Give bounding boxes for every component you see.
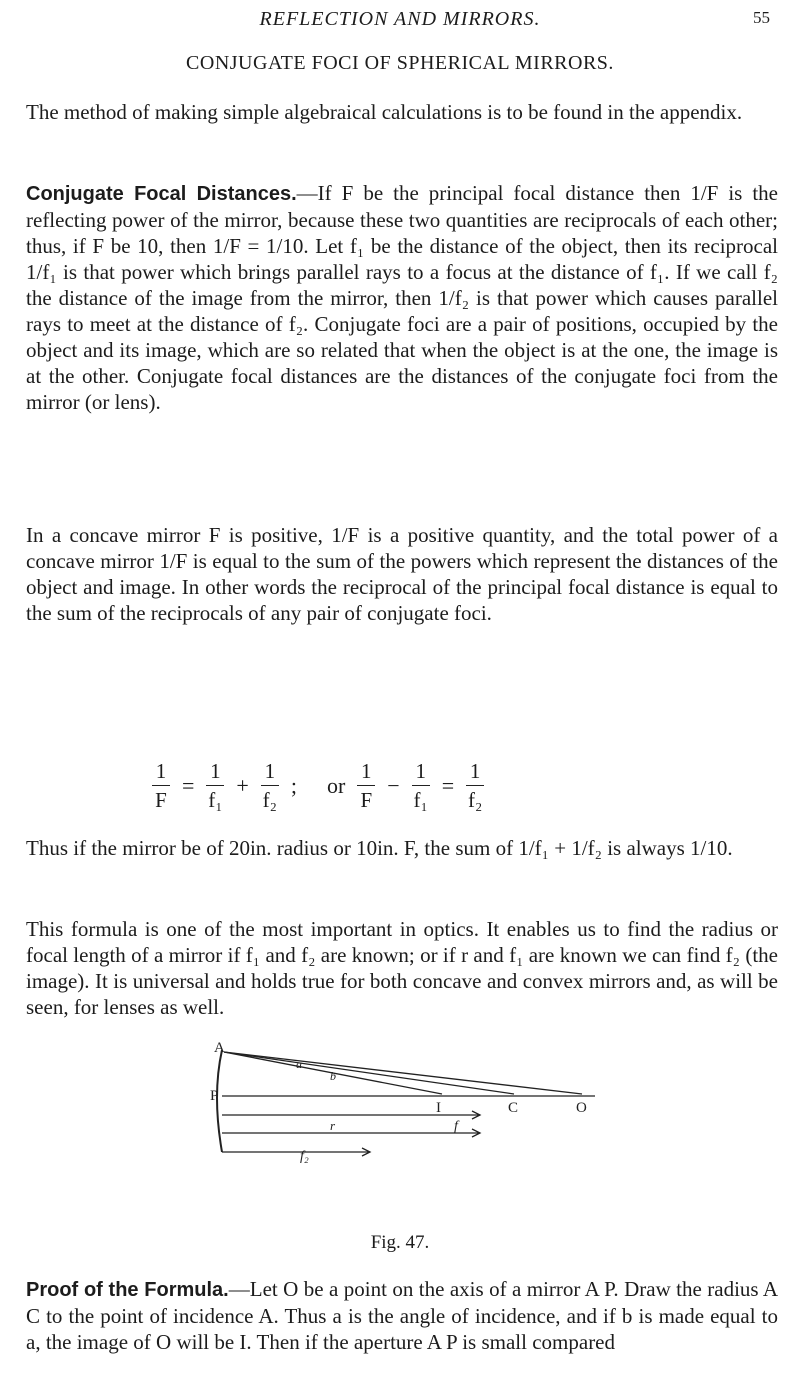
fraction: $\frac{1}{\text{f₁}}$ [208,759,223,812]
running-head: REFLECTION AND MIRRORS. [259,8,541,30]
mirror-diagram [210,1040,610,1230]
label-r: r [330,1118,336,1133]
intro-paragraph: The method of making simple algebraical calculations is to be found in the appendix. [26,100,743,124]
plus-sign: + [236,772,249,798]
label-a: a [296,1057,302,1071]
fraction: $\frac{1}{F}$ [150,760,172,811]
page-number: 55 [753,8,770,27]
equals-sign: = [441,772,455,798]
fraction: $\frac{1}{\text{f₁}}$ [413,759,428,812]
equals-sign: = [182,772,195,798]
conjugate-body: —If F be the principal focal distance then 1/F is the reflecting power of the mirror, because these two quantities are reciprocals of each other; thus, if F be 10, then 1/F = 1/10. Let f₁ be the distance of the object, then its reciprocal 1/f₁ is that power which brings parallel rays to a focus at the distance of f₁. If we call f₂ the distance of the image from the mirror, then 1/f₂ is that power which causes parallel rays to meet at the distance of f₂. Conjugate foci are a pair of positions, occupied by the object and its image, which are so related that when the object is at the one, the image is at the other. Conjugate focal distances are the distances of the conjugate foci from the mirror (or lens). [26,181,779,414]
example-paragraph: Thus if the mirror be of 20in. radius or 10in. F, the sum of 1/f₁ + 1/f₂ is always 1/10. [26,836,733,860]
separator: ; [290,772,297,798]
importance-paragraph: This formula is one of the most important in optics. It enables us to find the radius or focal length of a mirror if f₁ and f₂ are known; or if r and f₁ are known we can find f₂ (the image). It is universal and holds true for both concave and convex mirrors and, as will be seen, for lenses as well. [26,917,778,1019]
fraction: $\frac{1}{F}$ [355,760,377,811]
label-I: I [436,1100,441,1116]
proof-paragraph [26,1276,778,1355]
fraction: $\frac{1}{\text{f₂}}$ [467,759,483,812]
label-b: b [330,1069,336,1083]
label-f2: f₂ [300,1149,309,1164]
label-O: O [576,1100,587,1116]
minus-sign: − [387,772,400,798]
section-title: CONJUGATE FOCI OF SPHERICAL MIRRORS. [186,52,614,74]
conjugate-heading: Conjugate Focal Distances. [26,183,297,205]
figure-caption: Fig. 47. [370,1232,430,1253]
proof-heading: Proof of the Formula. [26,1279,229,1301]
label-C: C [508,1100,519,1116]
label-P: P [210,1088,219,1104]
proof-body: —Let O be a point on the axis of a mirror A P. Draw the radius A C to the point of incidence A. Thus a is the angle of incidence, and if b is made equal to a, the image of O will be I. Then if the aperture A P is small compared [26,1277,779,1354]
radius-A-to-C [224,1052,514,1094]
or-word: or [326,772,346,798]
ray-A-to-O [224,1052,582,1094]
concave-paragraph: In a concave mirror F is positive, 1/F is a positive quantity, and the total power of a concave mirror 1/F is equal to the sum of the powers which represent the distances of the object and image. In other words the reciprocal of the principal focal distance is equal to the sum of the reciprocals of any pair of conjugate foci. [26,523,778,625]
conjugate-formula [150,760,486,811]
conjugate-paragraph [26,180,778,415]
label-A: A [214,1040,225,1056]
fraction: $\frac{1}{\text{f₂}}$ [262,759,277,812]
label-f: f [454,1119,458,1134]
